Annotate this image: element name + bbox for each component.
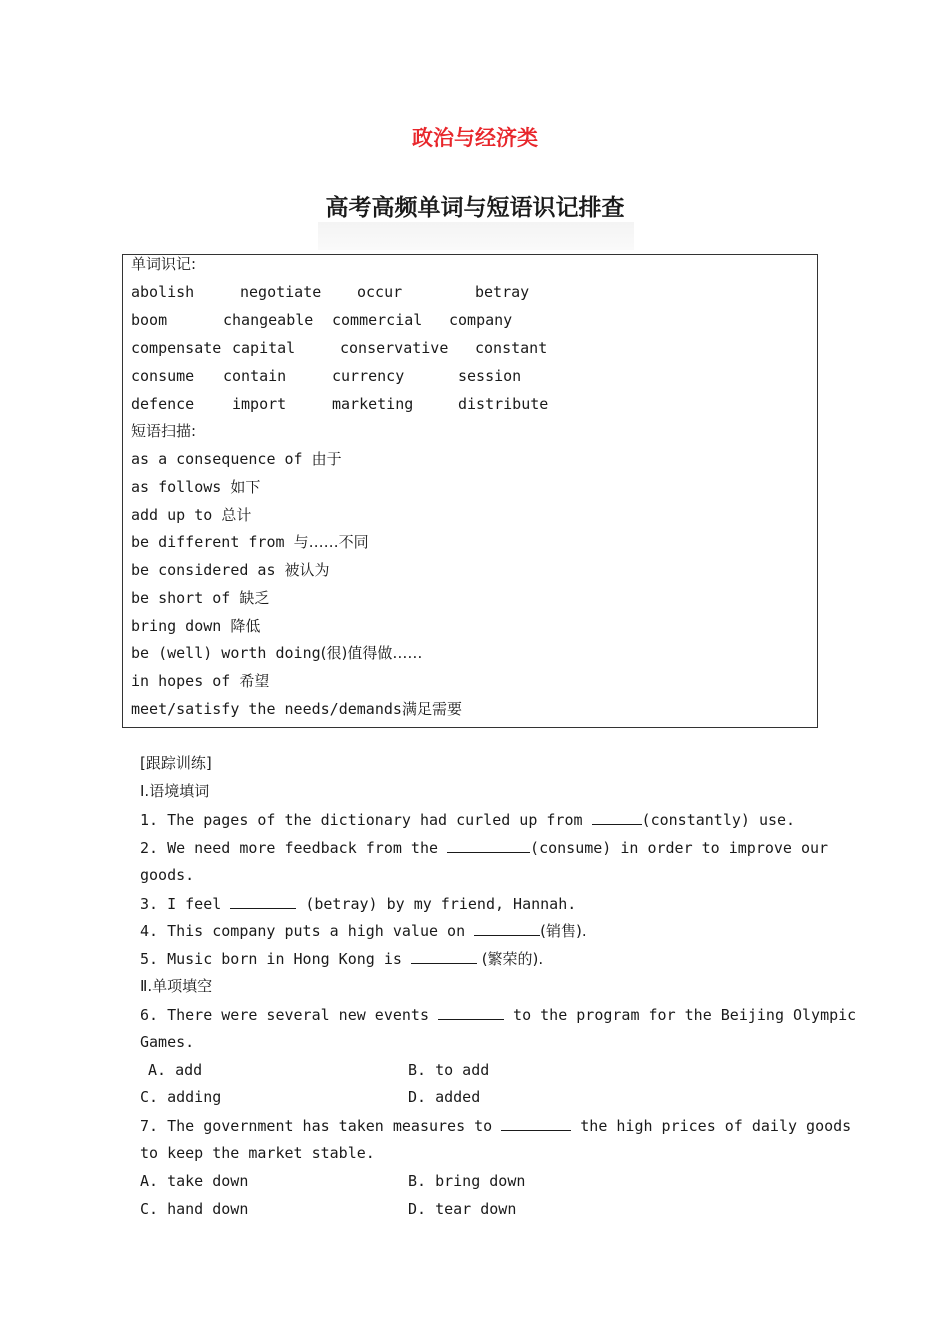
- answer-blank[interactable]: [474, 921, 540, 936]
- phrases-heading: 短语扫描:: [131, 422, 197, 440]
- word: commercial: [332, 311, 423, 329]
- question-3: [140, 894, 576, 913]
- section-heading-multiple-choice: Ⅱ.单项填空: [140, 977, 213, 995]
- answer-blank[interactable]: [501, 1116, 571, 1131]
- word: session: [458, 367, 522, 385]
- phrase-en: be considered as: [131, 561, 285, 579]
- word: marketing: [332, 395, 414, 413]
- phrase-cn: 希望: [239, 672, 270, 690]
- phrase-en: bring down: [131, 617, 231, 635]
- phrase-cn: 如下: [230, 478, 261, 496]
- phrase-cn: 与……不同: [293, 533, 369, 551]
- question-5: [140, 949, 543, 968]
- question-text: 6. There were several new events: [140, 1006, 439, 1024]
- answer-blank[interactable]: [592, 810, 642, 825]
- question-text: 1. The pages of the dictionary had curled up from: [140, 811, 592, 829]
- question-text: to the program for the Beijing Olympic: [504, 1006, 857, 1024]
- answer-blank[interactable]: [411, 949, 477, 964]
- phrase-cn: 被认为: [284, 561, 330, 579]
- question-6-continued: Games.: [140, 1033, 195, 1051]
- phrase-cn: 总计: [221, 506, 252, 524]
- word: conservative: [340, 339, 449, 357]
- practice-heading: [跟踪训练]: [140, 754, 212, 772]
- phrase-en: meet/satisfy the needs/demands: [131, 700, 402, 718]
- phrase-item: [131, 561, 330, 579]
- word: contain: [223, 367, 287, 385]
- word: abolish: [131, 283, 195, 301]
- phrase-en: be short of: [131, 589, 240, 607]
- phrase-item: [131, 533, 369, 551]
- word: import: [232, 395, 287, 413]
- question-6: [140, 1005, 856, 1024]
- option-a[interactable]: A. add: [148, 1061, 203, 1079]
- word: boom: [131, 311, 168, 329]
- section-heading-fill-in: Ⅰ.语境填词: [140, 782, 210, 800]
- phrase-en: be (well) worth doing: [131, 644, 321, 662]
- word: occur: [357, 283, 403, 301]
- option-b[interactable]: B. bring down: [408, 1172, 526, 1190]
- answer-blank[interactable]: [438, 1005, 504, 1020]
- answer-blank[interactable]: [230, 894, 296, 909]
- word: distribute: [458, 395, 549, 413]
- phrase-cn: (很)值得做……: [320, 644, 423, 662]
- answer-blank[interactable]: [447, 838, 530, 853]
- phrase-item: [131, 644, 422, 662]
- question-text: (betray) by my friend, Hannah.: [296, 895, 577, 913]
- word: constant: [475, 339, 548, 357]
- word: currency: [332, 367, 405, 385]
- phrase-item: [131, 478, 260, 496]
- phrase-item: [131, 617, 260, 635]
- question-text: (consume) in order to improve our: [530, 839, 829, 857]
- phrase-cn: 降低: [230, 617, 261, 635]
- question-text: the high prices of daily goods: [571, 1117, 852, 1135]
- word: betray: [475, 283, 530, 301]
- phrase-en: be different from: [131, 533, 294, 551]
- question-1: [140, 810, 795, 829]
- title-shadow: [318, 222, 634, 250]
- phrase-en: as a consequence of: [131, 450, 312, 468]
- word: capital: [232, 339, 296, 357]
- word: company: [449, 311, 513, 329]
- word: changeable: [223, 311, 314, 329]
- question-7: [140, 1116, 851, 1135]
- question-text: (销售).: [540, 922, 587, 940]
- page-title: 高考高频单词与短语识记排查: [325, 195, 625, 221]
- phrase-item: [131, 450, 342, 468]
- phrase-cn: 缺乏: [239, 589, 270, 607]
- word: defence: [131, 395, 195, 413]
- question-7-continued: to keep the market stable.: [140, 1144, 375, 1162]
- word: negotiate: [240, 283, 322, 301]
- word: consume: [131, 367, 195, 385]
- phrase-item: [131, 700, 462, 718]
- words-heading: 单词识记:: [131, 255, 197, 273]
- question-text: 5. Music born in Hong Kong is: [140, 950, 411, 968]
- option-d[interactable]: D. tear down: [408, 1200, 517, 1218]
- question-text: (constantly) use.: [641, 811, 796, 829]
- option-c[interactable]: C. adding: [140, 1088, 222, 1106]
- question-2: [140, 838, 828, 857]
- phrase-item: [131, 589, 269, 607]
- option-c[interactable]: C. hand down: [140, 1200, 249, 1218]
- question-text: 3. I feel: [140, 895, 231, 913]
- question-text: 4. This company puts a high value on: [140, 922, 475, 940]
- phrase-item: [131, 506, 251, 524]
- question-4: [140, 921, 587, 940]
- word: compensate: [131, 339, 222, 357]
- question-text: 2. We need more feedback from the: [140, 839, 448, 857]
- phrase-item: [131, 672, 269, 690]
- phrase-en: in hopes of: [131, 672, 240, 690]
- phrase-cn: 满足需要: [401, 700, 462, 718]
- phrase-cn: 由于: [311, 450, 342, 468]
- option-d[interactable]: D. added: [408, 1088, 481, 1106]
- question-text: 7. The government has taken measures to: [140, 1117, 502, 1135]
- category-title: 政治与经济类: [412, 126, 538, 150]
- question-2-continued: goods.: [140, 866, 195, 884]
- option-a[interactable]: A. take down: [140, 1172, 249, 1190]
- question-text: (繁荣的).: [476, 950, 544, 968]
- phrase-en: as follows: [131, 478, 231, 496]
- option-b[interactable]: B. to add: [408, 1061, 490, 1079]
- phrase-en: add up to: [131, 506, 222, 524]
